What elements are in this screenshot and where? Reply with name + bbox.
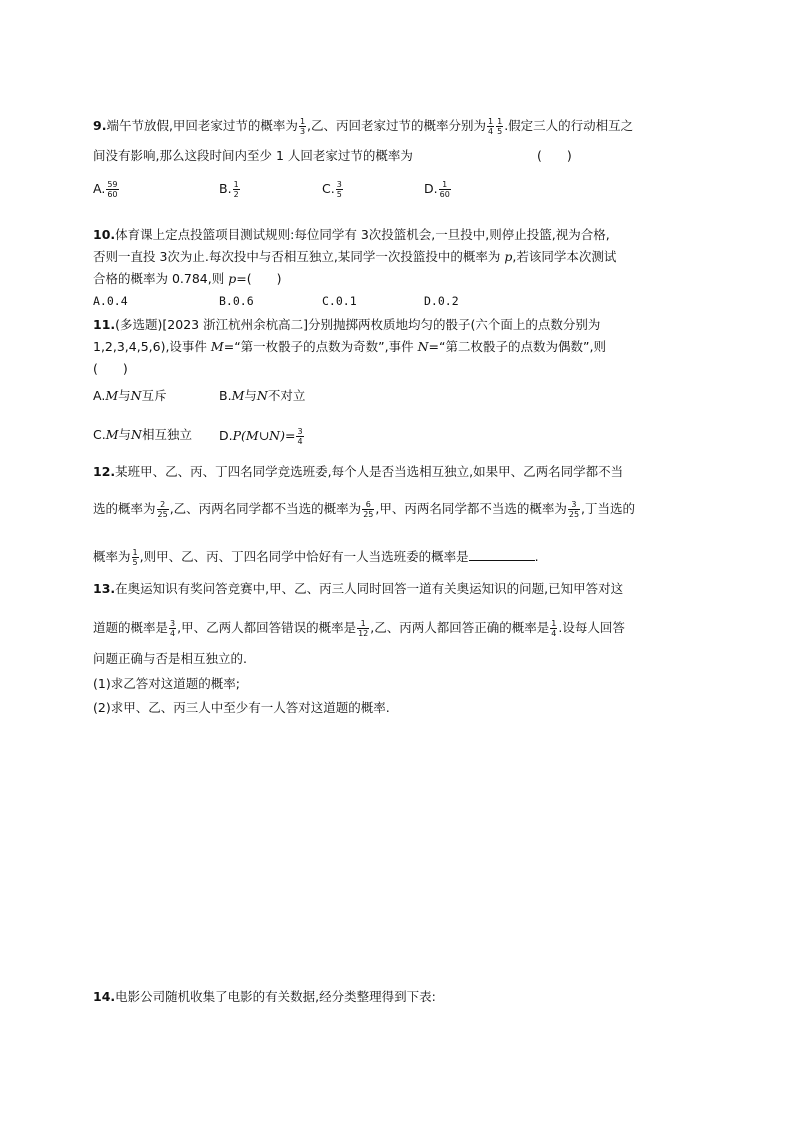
q9-option-d: D. $\frac{1}{60}$ <box>424 180 450 199</box>
q11-option-b: B.M与N不对立 <box>219 388 306 403</box>
q13-part-1: (1)求乙答对这道题的概率; <box>93 676 240 691</box>
q12-number: 12. <box>93 464 116 479</box>
fraction: $\frac{1}{5}$ <box>497 117 503 136</box>
fraction: $\frac{1}{4}$ <box>488 117 494 136</box>
q9-option-b: B. $\frac{1}{2}$ <box>219 180 239 199</box>
q10-option-d: D.0.2 <box>424 294 459 308</box>
q9-line-2: 间没有影响,那么这段时间内至少 1 人回老家过节的概率为 <box>93 148 413 163</box>
answer-paren: ( ) <box>537 148 572 163</box>
q12-line-3: 概率为 $\frac{1}{5}$ ,则甲、乙、丙、丁四名同学中恰好有一人当选班委的概率是 . <box>93 548 539 567</box>
q12-line-1: 12.某班甲、乙、丙、丁四名同学竞选班委,每个人是否当选相互独立,如果甲、乙两名同学都不当 <box>93 464 624 479</box>
q14-line-1: 14.电影公司随机收集了电影的有关数据,经分类整理得到下表: <box>93 989 436 1004</box>
q10-line-2: 否则一直投 3次为止.每次投中与否相互独立,某同学一次投篮投中的概率为 p,若该同学本次测试 <box>93 249 617 264</box>
q13-line-2: 道题的概率是 $\frac{3}{4}$ ,甲、乙两人都回答错误的概率是 $\frac{1}{12}$ ,乙、丙两人都回答正确的概率是 $\frac{1}{4}$ .设每人回答 <box>93 619 625 638</box>
answer-blank[interactable] <box>469 548 535 561</box>
q13-line-3: 问题正确与否是相互独立的. <box>93 651 247 666</box>
q9-option-c: C. $\frac{3}{5}$ <box>322 180 342 199</box>
q9-text: 端午节放假,甲回老家过节的概率为 <box>106 118 298 133</box>
q11-option-a: A.M与N互斥 <box>93 388 167 403</box>
q11-option-c: C.M与N相互独立 <box>93 427 192 442</box>
q11-line-1: 11.(多选题)[2023 浙江杭州余杭高二]分别抛掷两枚质地均匀的骰子(六个面上的点数分别为 <box>93 317 601 332</box>
q13-number: 13. <box>93 581 116 596</box>
q14-number: 14. <box>93 989 116 1004</box>
q11-line-2: 1,2,3,4,5,6),设事件 M=“第一枚骰子的点数为奇数”,事件 N=“第二枚骰子的点数为偶数”,则 <box>93 339 606 354</box>
q11-line-3: ( ) <box>93 361 128 376</box>
q10-option-b: B.0.6 <box>219 294 254 308</box>
q11-number: 11. <box>93 317 116 332</box>
q10-number: 10. <box>93 227 116 242</box>
q10-option-a: A.0.4 <box>93 294 128 308</box>
q10-option-c: C.0.1 <box>322 294 357 308</box>
q9-number: 9. <box>93 118 107 133</box>
fraction: $\frac{1}{3}$ <box>299 117 306 136</box>
q10-line-3: 合格的概率为 0.784,则 p=( ) <box>93 271 282 286</box>
q12-line-2: 选的概率为 $\frac{2}{25}$ ,乙、丙两名同学都不当选的概率为 $\frac{6}{25}$ ,甲、丙两名同学都不当选的概率为 $\frac{3}{25}$ ,丁当选的 <box>93 500 636 519</box>
q9-line-1: 9.端午节放假,甲回老家过节的概率为 $\frac{1}{3}$ ,乙、丙回老家过节的概率分别为 $\frac{1}{4}$ $\frac{1}{5}$ .假定三人的行动相互之 <box>93 117 634 136</box>
q10-line-1: 10.体育课上定点投篮项目测试规则:每位同学有 3次投篮机会,一旦投中,则停止投篮,视为合格, <box>93 227 610 242</box>
q11-option-d: D.P(M∪N)= $\frac{3}{4}$ <box>219 427 303 446</box>
q9-option-a: A. $\frac{59}{60}$ <box>93 180 118 199</box>
q13-line-1: 13.在奥运知识有奖问答竞赛中,甲、乙、丙三人同时回答一道有关奥运知识的问题,已知甲答对这 <box>93 581 624 596</box>
q13-part-2: (2)求甲、乙、丙三人中至少有一人答对这道题的概率. <box>93 700 390 715</box>
